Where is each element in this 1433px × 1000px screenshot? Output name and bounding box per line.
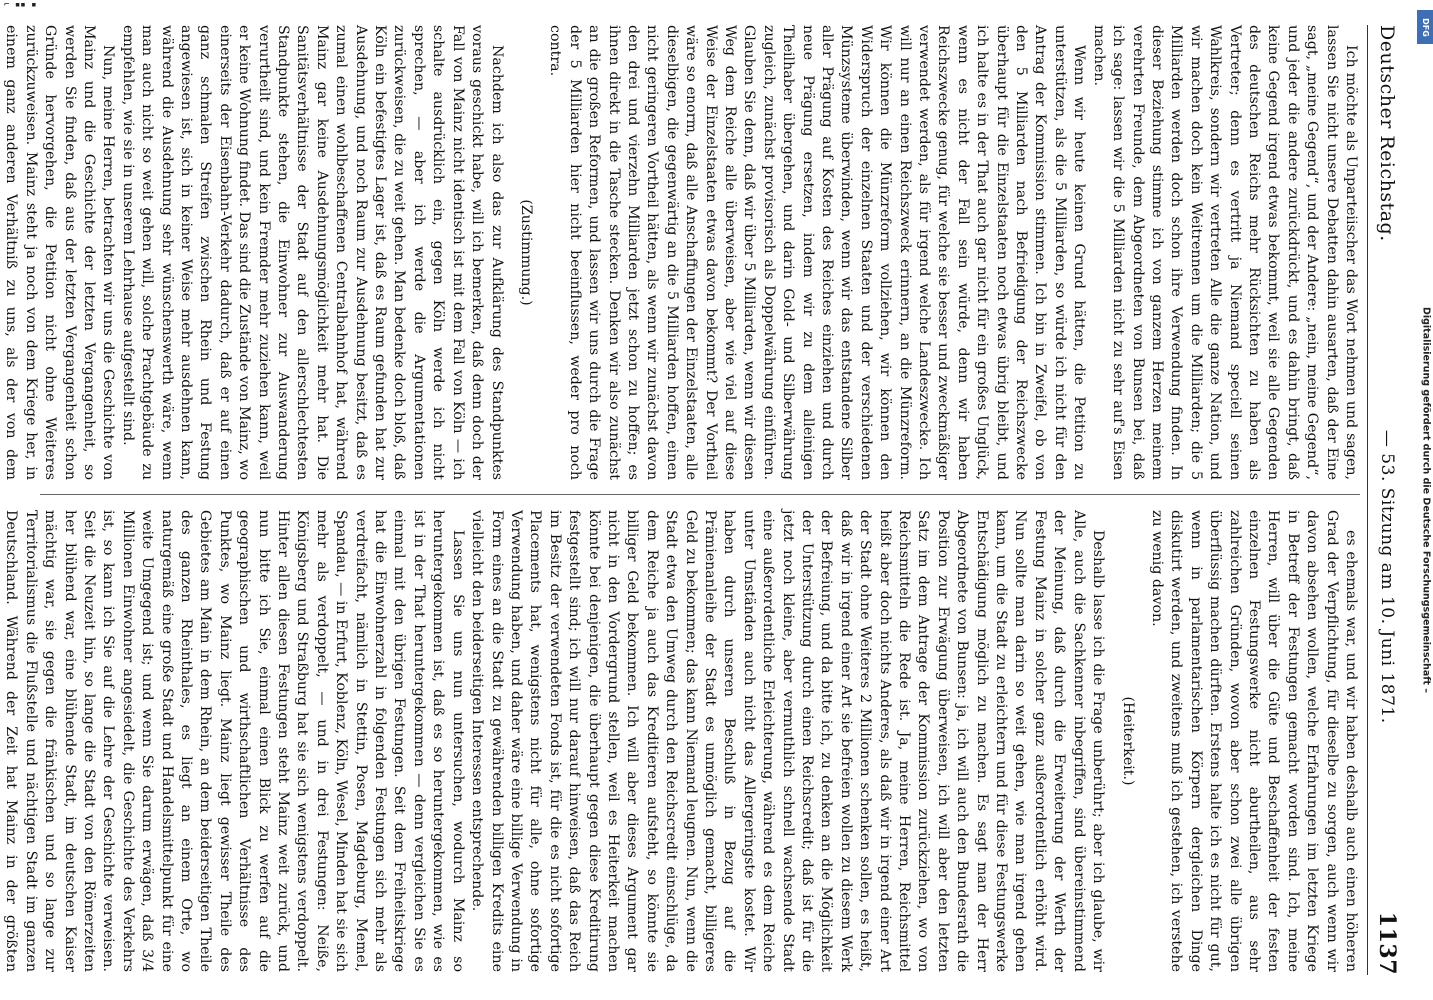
column-divider bbox=[40, 494, 1360, 495]
page-header bbox=[1370, 25, 1404, 975]
digitization-note: Digitalisierung gefördert durch die Deutsche Forschungsgemeinschaft – bbox=[1420, 306, 1432, 694]
paragraph: Deshalb lasse ich die Frage unberührt; aber ich glaube, wir Alle, auch die Sachkenner inbegriffen, sind übereinstimmend der Meinung, daß durch die Erweiterung der Werth der Festung Mainz in solcher ganz außerordentlich erhöht wird. Nun sollte man darin so weit gehen, wie man irgend gehen kann, um die Stadt zu erleichtern und für diese Festungswerke Entschädigung möglich zu machen. Es sagt man der Herr Abgeordnete von Bunsen: ja, ich will auch den Bundesrath die Position zur Erwägung überweisen, ich will aber den letzten Satz im dem Antrage der Kommission zurückziehen, wo von Reichsmitteln die Rede ist. Ja, meine Herren, Reichsmittel heißt aber doch nichts Anderes, als daß wir in irgend einer Art der Stadt ohne Weiteres 2 Millionen schenken sollen, es heißt, daß wir in irgend einer Art sie befreien wollen zu diesem Werk der Befreiung, und da bitte ich, zu denken an die Möglichkeit der Unterstützung durch einen Reichscredit; daß ist für die jetzt noch kleine, aber vermuthlich schnell wachsende Stadt eine außerordentliche Erleichterung, während es dem Reiche unter Umständen auch nicht das Allergeringste kostet. Wir haben durch unseren Beschluß in Bezug auf die Prämienanleihe der Stadt es unmöglich gemacht, billigeres Geld zu bekommen; das kann Niemand leugnen. Nun, wenn die Stadt etwa den Umweg durch den Reichscredit einschlüge, da dem Reiche ja auch das Kreditieren aufsteht, so könnte sie billiger Geld bekommen. Ich will aber dieses Argument gar nicht in den Vordergrund stellen, weil es Heiterkeit machen könnte bei denjenigen, die überhaupt gegen diese Kreditirung festgestellt sind; ich will nur darauf hinweisen, daß das Reich im Besitz der verwendeten Fonds ist, für die es nicht sofortige Placements hat, wenigstens nicht für alle, ohne sofortige Verwendung haben, und daher wäre eine billige Verwendung in Form eines an die Stadt zu gewährenden billigen Kredits eine vielleicht den beiderseitigen Interessen entsprechende. bbox=[469, 510, 1107, 972]
header-title: Deutscher Reichstag. bbox=[1376, 25, 1398, 242]
header-rule bbox=[1367, 25, 1368, 975]
document-page bbox=[3, 5, 1416, 995]
dfg-logo-text: DFG bbox=[1420, 17, 1430, 37]
paragraph: Lassen Sie uns nun untersuchen, wodurch Mainz so heruntergekommen ist, daß es so heruntergekommen, wie es ist in der That heruntergekommen — denn vergleichen Sie es einmal mit den übrigen Festungen. Seit dem Freiheitskriege hat die Einwohnerzahl in folgenden Festungen sich mehr als verdreifacht, nämlich in Stettin, Posen, Magdeburg, Memel, Spandau, — in Erfurt, Koblenz, Köln, Wesel, Minden hat sie sich mehr als verdoppelt, — und in drei Festungen: Neiße, Königsberg und Straßburg hat sie sich wenigstens verdoppelt. Hinter allen diesen Festungen steht Mainz weit zurück, und nun bitte ich Sie, einmal einen Blick zu werfen auf die geographischen und wirthschaftlichen Verhältnisse des Punktes, wo Mainz liegt. Mainz liegt gewisser Theile des Gebietes am Main in dem Rhein, an dem beiderseitigen Theile des ganzen Rheinthales, es liegt an einem Orte, wo naturgemäß eine große Stadt und Handelsmittelpunkt für eine weite Umgegend ist; und wenn Sie darum erwägen, daß 3/4 Millionen Einwohner angesiedelt, die Geschichte des Verkehrs ist, so kann ich Sie auf die Lehre der Geschichte verweisen. Seit die Neuzeit hin, so lange die Stadt von den Römerzeiten her blühend war, eine blühende Stadt, im deutschen Kaiser mächtig war, sie gegen die fränkischen und so lange zur Territorialismus die Flußstelle und nächtigen Stadt im ganzen Deutschland. Während der Zeit hat Mainz in der größten bbox=[3, 510, 466, 972]
scan-corner-mark: ⌐ ▪▪ ▪ bbox=[4, 0, 37, 10]
paragraph: Wenn wir heute keinen Grund hätten, die Petition zu unterstützen, als die 5 Milliarden, so würde ich nicht für den Antrag der Kommission stimmen. Ich bin in Zweifel, ob von den 5 Milliarden nach Befriedigung der Reichszwecke überhaupt für die Einzelstaaten noch etwas übrig bleibt, und ich halte es in der That auch gar nicht für ein großes Unglück, wenn es nicht der Fall sein würde, denn wir haben Reichszwecke genug, für welche sie besser und zweckmäßiger verwendet werden, als für irgend welche Landeszwecke. Ich will nur an einen Reichszweck erinnern, an die Münzreform. Wir können die Münzreform vollziehen, wir können den Widerspruch der einzelnen Staaten und der verschiedenen Münzsysteme überwinden, wenn wir das entstandene Silber aller Prägung auf Kosten des Reiches einziehen und durch neue Prägung ersetzen, indem wir zu dem alleinigen Theilhaber übergehen, und darin Gold- und Silberwährung zugleich, zunächst provisorisch als Doppelwährung einführen. Glauben Sie denn, daß wir über 5 Milliarden, wenn wir diesen Weg dem Reiche alle überweisen, aber wie viel auf diese Weise der Einzelstaaten etwas davon bekommt? Der Vortheil wäre so enorm, daß alle Anschaffungen der Einzelstaaten, alle dieselbigen, die gegenwärtig an die 5 Milliarden hoffen, einen nicht geringeren Vortheil hätten, als wenn wir zunächst davon den drei und vierzehn Milliarden jetzt schon zu hoffen; es ihnen direkt in die Tasche stecken. Denken wir also zunächst an die großen Reformen, und lassen wir uns durch die Frage der 5 Milliarden hier nicht beeinflussen, weder pro noch contra. bbox=[547, 25, 1088, 480]
interjection: (Heiterkeit.) bbox=[1119, 696, 1136, 786]
paragraph: Nachdem ich also das zur Aufklärung des Standpunktes voraus geschickt habe, will ich bemerken, daß denn doch der Fall von Mainz nicht identisch ist mit dem Fall von Köln — ich schalte ausdrücklich ein, gegen Köln werde ich nicht sprechen, — aber ich werde die Argumentationen zurückweisen, die zu weit gehen. Man bedenke doch bloß, daß Köln ein befestigtes Lager ist, daß es Raum gefunden hat zur Ausdehnung, und noch Raum zur Ausdehnung besitzt, daß es zumal einen wohlbeschaffenen Centralbahnhof hat, während Mainz gar keine Ausdehnungsmöglichkeit mehr hat. Die Sanitätsverhältnisse der Stadt auf den allerschlechtesten Standpunkte stehen, die Einwohner zur Auswanderung verurtheilt sind, und kein Fremder mehr zuziehen kann, weil er keine Wohnung findet. Das sind die Zustände von Mainz, wo einerseits der Eisenbahn-Verkehr dadurch, daß er auf einen ganz schmalen Streifen zwischen Rhein und Festung angewiesen ist, sich in keiner Weise mehr ausdehnen kann, während die Ausdehnung sehr wünschenswerth wäre, wenn man auch nicht so weit gehen will, solche Prachtgebäude zu empfehlen, wie sie in unserem Lehrhause aufgestellt sind. bbox=[119, 25, 505, 480]
header-session: — 53. Sitzung am 10. Juni 1871. bbox=[1377, 429, 1397, 724]
paragraph: Ich möchte als Unparteiischer das Wort nehmen und sagen, lassen Sie nicht unsere Debatten dahin ausarten, daß der Eine sagt, „meine Gegend“, und der Andere: „nein, meine Gegend“, und jeder die andere zurückdrückt, und es dahin bringt, daß keine Gegend irgend etwas bekommt, weil sie alle Gegenden des deutschen Reichs mehr Rücksichten zu haben als Vertreter; denn es vertritt ja Niemand speciell seinen Wahlkreis, sondern wir vertreten Alle die ganze Nation, und wir machen doch kein Weitrennen um die Milliarden; die 5 Milliarden werden doch schon ihre Verwendung finden. In dieser Beziehung stimme ich von ganzem Herzen meinem verehrten Freunde, dem Abgeordneten von Bunsen bei, daß ich sage: lassen wir die 5 Milliarden nicht zu sehr auf's Eisen machen. bbox=[1090, 25, 1359, 480]
interjection: (Zustimmung.) bbox=[517, 199, 534, 306]
right-column bbox=[3, 510, 1360, 972]
paragraph: es ehemals war, und wir haben deshalb auch einen höheren Grad der Verpflichtung, für dieselbe zu sorgen, auch wenn wir davon absehen wollen, welche Erfahrungen im letzten Kriege in Betreff der Festungen gemacht worden sind. Ich, meine Herren, will über die Güte und Beschaffenheit der festen einzelnen Festungswerke nicht aburtheilen, aus sehr zahlreichen Gründen, wovon aber schon zwei alle übrigen überflüssig machen dürften. Erstens halte ich es nicht für gut, wenn in parlamentarischen Körpern dergleichen Dinge diskutirt werden, und zweitens muß ich gestehen, ich verstehe zu wenig davon. bbox=[1148, 510, 1359, 972]
left-column bbox=[3, 25, 1360, 480]
paragraph: Nun, meine Herren, betrachten wir uns die Geschichte von Mainz und die Geschichte der letzten Vergangenheit, so werden Sie finden, daß aus der letzten Vergangenheit schon Gründe hervorgehen, die Petition nicht ohne Weiteres zurückzuweisen. Mainz steht ja noch von dem Kriege her, in einem ganz anderen Verhältniß zu uns, als der von dem bbox=[3, 25, 117, 480]
page-number: 1137 bbox=[1374, 911, 1400, 975]
dfg-logo bbox=[1417, 10, 1433, 44]
